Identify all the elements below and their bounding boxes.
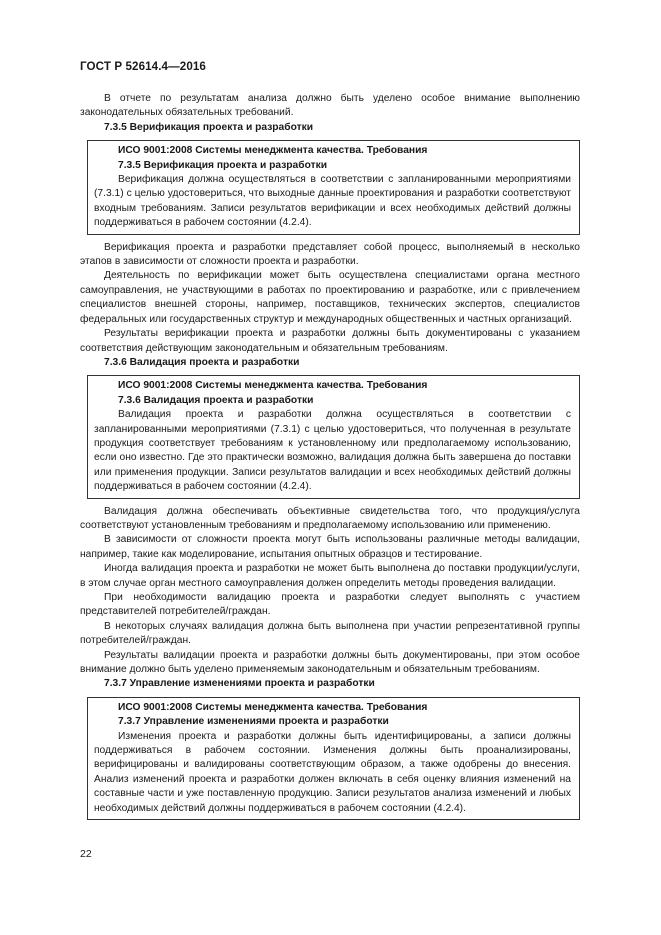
section-736-heading: 7.3.6 Валидация проекта и разработки [104,356,300,368]
iso-clause-text: Изменения проекта и разработки должны быть идентифицированы, а записи должны поддерживаться в рабочем состоянии. Изменения должны быть проанализированы, верифицированы и валидированы соответствующим образом, а также одобрены до внесения. Анализ изменений проекта и разработки должен включать в себя оценку влияния изменений на составные части и уже поставленную продукцию. Записи результатов анализа изменений и любых необходимых действий должны поддерживаться в рабочем состоянии (4.2.4). [94,730,571,814]
iso-quote-box-736 [87,375,580,498]
iso-standard-title: ИСО 9001:2008 Системы менеджмента качества. Требования [118,380,428,392]
iso-clause-text: Валидация проекта и разработки должна осуществляться в соответствии с запланированными мероприятиями (7.3.1) с целью удостовериться, что полученная в результате продукция соответствует требованиям к установленному или предполагаемому использованию, если оно известно. Где это практически возможно, валидация должна быть завершена до поставки или применения продукции. Записи результатов валидации и всех необходимых действий должны поддерживаться в рабочем состоянии (4.2.4). [94,409,571,493]
paragraph: Иногда валидация проекта и разработки не может быть выполнена до поставки продукции/услуги, в этом случае орган местного самоуправления должен определить методы проведения валидации. [80,563,580,589]
iso-clause-heading: 7.3.6 Валидация проекта и разработки [118,394,314,406]
iso-standard-title: ИСО 9001:2008 Системы менеджмента качества. Требования [118,145,428,157]
iso-quote-box-737 [87,697,580,820]
section-735-heading: 7.3.5 Верификация проекта и разработки [104,121,314,133]
page-content [80,92,580,826]
iso-clause-heading: 7.3.5 Верификация проекта и разработки [118,159,328,171]
paragraph: Результаты верификации проекта и разработки должны быть документированы с указанием соответствия действующим законодательным и обязательным требованиям. [80,328,580,354]
paragraph: Деятельность по верификации может быть осуществлена специалистами органа местного самоуправления, не участвующими в работах по проектированию и разработке, или с привлечением специалистов внешней стороны, например, поставщиков, технических экспертов, специалистов федеральных или государственных структур и международных общественных и частных организаций. [80,270,580,325]
page-number: 22 [80,848,92,860]
iso-clause-heading: 7.3.7 Управление изменениями проекта и разработки [118,716,389,728]
iso-clause-text: Верификация должна осуществляться в соответствии с запланированными мероприятиями (7.3.1) с целью удостовериться, что выходные данные проектирования и разработки соответствуют входным требованиям. Записи результатов верификации и всех необходимых действий должны поддерживаться в рабочем состоянии (4.2.4). [94,174,571,229]
paragraph: Верификация проекта и разработки представляет собой процесс, выполняемый в несколько этапов в зависимости от сложности проекта и разработки. [80,241,580,268]
section-737-heading: 7.3.7 Управление изменениями проекта и разработки [104,678,375,690]
iso-standard-title: ИСО 9001:2008 Системы менеджмента качества. Требования [118,701,428,713]
paragraph: В некоторых случаях валидация должна быть выполнена при участии репрезентативной группы потребителей/граждан. [80,620,580,647]
paragraph: При необходимости валидацию проекта и разработки следует выполнять с участием представителей потребителей/граждан. [80,592,580,618]
paragraph: Валидация должна обеспечивать объективные свидетельства того, что продукция/услуга соответствуют установленным требованиям и предполагаемому использованию или применению. [80,505,580,531]
paragraph: В зависимости от сложности проекта могут быть использованы различные методы валидации, например, такие как моделирование, испытания опытных образцов и тестирование. [80,534,580,560]
paragraph: Результаты валидации проекта и разработки должны быть документированы, при этом особое внимание должно быть уделено применяемым законодательным и обязательным требованиям. [80,649,580,676]
iso-quote-box-735 [87,140,580,234]
document-header: ГОСТ Р 52614.4—2016 [80,60,206,73]
intro-paragraph: В отчете по результатам анализа должно быть уделено особое внимание выполнению законодательных обязательных требований. [80,93,580,119]
